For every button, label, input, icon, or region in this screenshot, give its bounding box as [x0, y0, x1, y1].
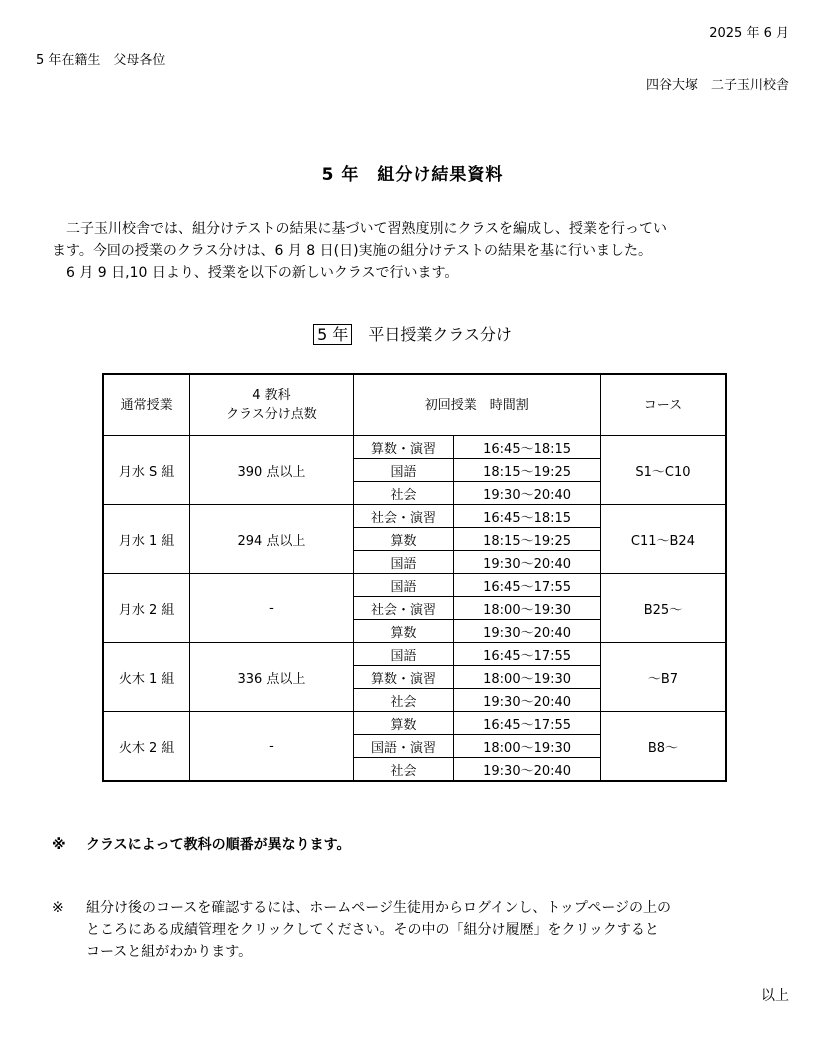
- note-mark: ※: [52, 900, 64, 916]
- table-header-row: [103, 374, 726, 436]
- subject-cell: 国語: [353, 643, 454, 666]
- note2-line-3: コースと組がわかります。: [86, 944, 253, 960]
- score-cell: -: [190, 574, 353, 643]
- group-cell: 月水 1 組: [103, 505, 190, 574]
- time-cell: 19:30～20:40: [454, 482, 601, 505]
- grade-box: 5 年: [313, 324, 352, 345]
- time-cell: 18:00～19:30: [454, 666, 601, 689]
- subject-cell: 社会: [353, 689, 454, 712]
- time-cell: 19:30～20:40: [454, 758, 601, 782]
- group-cell: 月水 S 組: [103, 436, 190, 505]
- note2-line-2: ところにある成績管理をクリックしてください。その中の「組分け履歴」をクリックすると: [86, 922, 659, 938]
- table-subtitle: [0, 322, 825, 345]
- class-schedule-table: [102, 373, 727, 782]
- time-cell: 18:00～19:30: [454, 597, 601, 620]
- document-date: 2025 年 6 月: [709, 26, 789, 41]
- time-cell: 18:15～19:25: [454, 528, 601, 551]
- table-body: [103, 436, 726, 782]
- course-cell: B8～: [600, 712, 726, 782]
- intro-line-2: ます。今回の授業のクラス分けは、6 月 8 日(日)実施の組分けテストの結果を基に行いました。: [52, 243, 652, 259]
- header-score: [190, 374, 353, 436]
- table-row: [103, 712, 726, 735]
- sender-line: 四谷大塚 二子玉川校舎: [645, 78, 789, 93]
- subject-cell: 国語: [353, 459, 454, 482]
- subtitle-text: 平日授業クラス分け: [368, 325, 512, 344]
- course-cell: S1～C10: [600, 436, 726, 505]
- group-cell: 火木 1 組: [103, 643, 190, 712]
- course-cell: ～B7: [600, 643, 726, 712]
- table-row: [103, 436, 726, 459]
- score-cell: 390 点以上: [190, 436, 353, 505]
- intro-line-1: 二子玉川校舎では、組分けテストの結果に基づいて習熟度別にクラスを編成し、授業を行ってい: [66, 221, 668, 237]
- subject-cell: 国語・演習: [353, 735, 454, 758]
- course-cell: B25～: [600, 574, 726, 643]
- time-cell: 16:45～17:55: [454, 643, 601, 666]
- subject-cell: 国語: [353, 574, 454, 597]
- table-row: [103, 643, 726, 666]
- subject-cell: 社会: [353, 758, 454, 782]
- note1-text: クラスによって教科の順番が異なります。: [86, 837, 351, 853]
- course-cell: C11～B24: [600, 505, 726, 574]
- header-group: 通常授業: [103, 374, 190, 436]
- group-cell: 火木 2 組: [103, 712, 190, 782]
- subject-cell: 算数: [353, 528, 454, 551]
- subject-cell: 算数: [353, 712, 454, 735]
- document-title: 5 年 組分け結果資料: [321, 165, 504, 185]
- subject-cell: 算数: [353, 620, 454, 643]
- time-cell: 18:15～19:25: [454, 459, 601, 482]
- note2-line-1: 組分け後のコースを確認するには、ホームページ生徒用からログインし、トップページの上の: [86, 900, 672, 916]
- time-cell: 19:30～20:40: [454, 620, 601, 643]
- subject-cell: 算数・演習: [353, 436, 454, 459]
- subject-cell: 社会・演習: [353, 597, 454, 620]
- header-score-line1: 4 教科: [252, 388, 291, 403]
- group-cell: 月水 2 組: [103, 574, 190, 643]
- time-cell: 16:45～18:15: [454, 436, 601, 459]
- intro-paragraph: [52, 218, 792, 284]
- time-cell: 18:00～19:30: [454, 735, 601, 758]
- score-cell: 294 点以上: [190, 505, 353, 574]
- subject-cell: 国語: [353, 551, 454, 574]
- score-cell: -: [190, 712, 353, 782]
- note-subject-order: [52, 834, 350, 856]
- time-cell: 19:30～20:40: [454, 551, 601, 574]
- note-mark: ※: [52, 837, 66, 853]
- time-cell: 16:45～17:55: [454, 574, 601, 597]
- time-cell: 16:45～17:55: [454, 712, 601, 735]
- header-course: コース: [600, 374, 726, 436]
- time-cell: 19:30～20:40: [454, 689, 601, 712]
- subject-cell: 算数・演習: [353, 666, 454, 689]
- table-row: [103, 505, 726, 528]
- intro-line-3: 6 月 9 日,10 日より、授業を以下の新しいクラスで行います。: [66, 265, 459, 281]
- header-schedule: 初回授業 時間割: [353, 374, 600, 436]
- subject-cell: 社会: [353, 482, 454, 505]
- score-cell: 336 点以上: [190, 643, 353, 712]
- time-cell: 16:45～18:15: [454, 505, 601, 528]
- note-course-check: [52, 897, 792, 963]
- closing-text: 以上: [761, 988, 789, 1004]
- table-row: [103, 574, 726, 597]
- recipient-line: 5 年在籍生 父母各位: [36, 53, 166, 68]
- header-score-line2: クラス分け点数: [226, 407, 317, 422]
- subject-cell: 社会・演習: [353, 505, 454, 528]
